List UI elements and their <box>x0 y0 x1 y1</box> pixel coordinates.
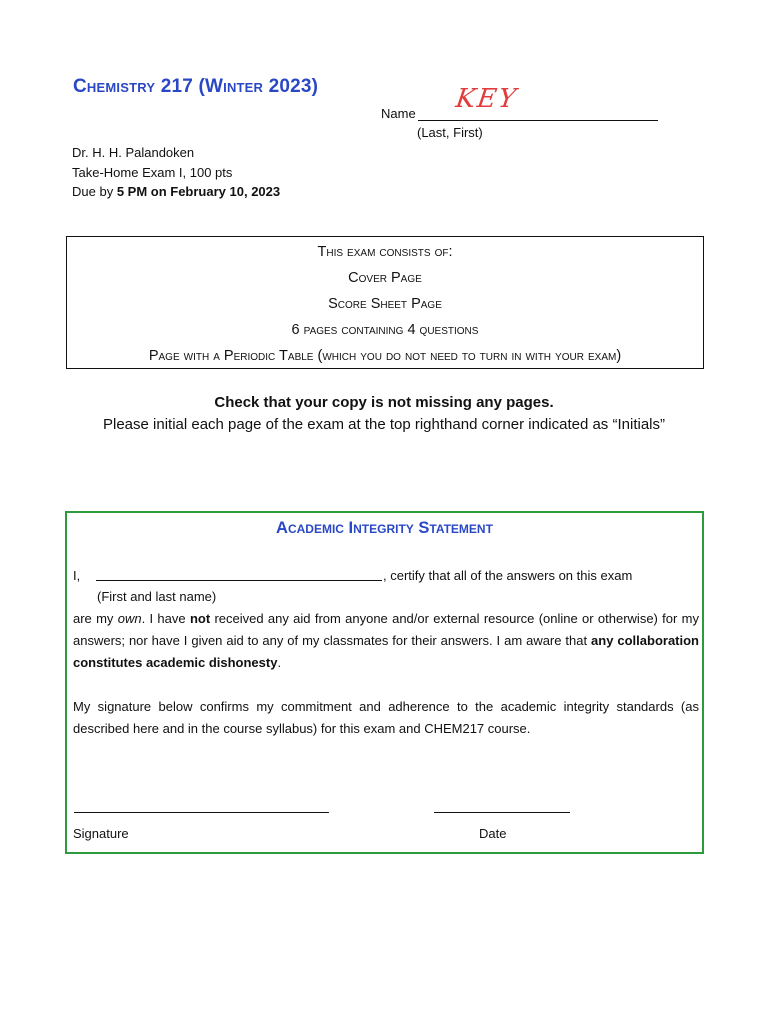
name-label: Name <box>381 106 416 121</box>
contents-item: Page with a Periodic Table (which you do not need to turn in with your exam) <box>148 348 622 364</box>
name-value-handwritten: KEY <box>453 84 520 114</box>
signature-label: Signature <box>73 826 129 841</box>
signature-line[interactable] <box>74 812 329 813</box>
due-on: on <box>147 184 171 199</box>
integrity-name-line[interactable] <box>96 580 382 581</box>
integrity-paragraph-1: are my own. I have not received any aid from anyone and/or external resource (online or otherwise) for my answers; nor have I given aid to any of my classmates for their answers. I am aware that any collaboration constitutes academic dishonesty. <box>73 611 699 670</box>
exam-description: Take-Home Exam I, 100 pts <box>72 164 233 180</box>
due-date: February 10, 2023 <box>170 184 281 199</box>
integrity-i-label: I, <box>73 568 81 583</box>
contents-item: Score Sheet Page <box>328 296 442 312</box>
date-label: Date <box>479 826 507 841</box>
contents-item: Cover Page <box>348 270 422 286</box>
name-sublabel: (Last, First) <box>417 125 483 140</box>
date-line[interactable] <box>434 812 570 813</box>
contents-heading: This exam consists of: <box>317 244 453 260</box>
integrity-title: Academic Integrity Statement <box>276 519 493 537</box>
check-pages-instruction: Check that your copy is not missing any pages. <box>214 394 554 411</box>
due-prefix: Due by <box>72 184 117 199</box>
integrity-paragraph-2: My signature below confirms my commitment and adherence to the academic integrity standards (as described here and in the course syllabus) for this exam and CHEM217 course. <box>73 699 699 736</box>
contents-item: 6 pages containing 4 questions <box>291 322 479 338</box>
page-title: Chemistry 217 (Winter 2023) <box>73 76 319 97</box>
integrity-certify-text: , certify that all of the answers on this exam <box>383 568 633 583</box>
exam-info <box>72 143 280 202</box>
name-field-line[interactable] <box>418 120 658 121</box>
due-time: 5 PM <box>116 184 148 199</box>
due-line <box>72 182 280 202</box>
initial-pages-instruction: Please initial each page of the exam at the top righthand corner indicated as “Initials” <box>102 416 665 433</box>
integrity-name-hint: (First and last name) <box>97 589 217 604</box>
academic-integrity-box <box>65 511 704 854</box>
instructor: Dr. H. H. Palandoken <box>72 145 195 160</box>
exam-contents-box <box>66 236 704 369</box>
